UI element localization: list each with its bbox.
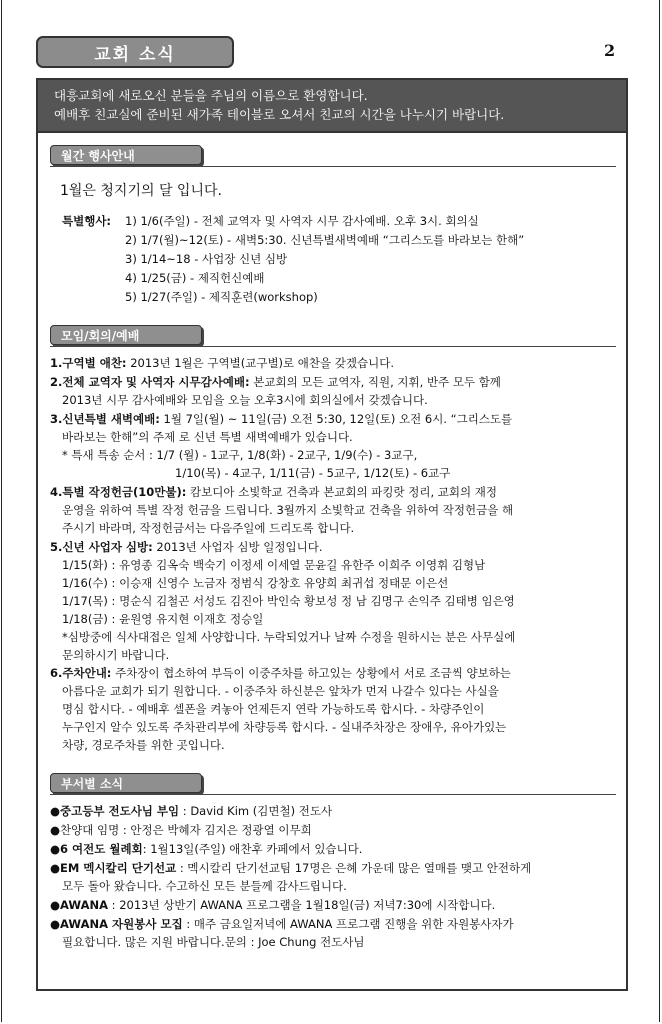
meeting-num: 1. (50, 356, 63, 370)
meeting-text: 2013년 1월은 구역별(교구별)로 애찬을 갖겠습니다. (130, 356, 394, 370)
department-title: ●EM 멕시칼리 단기선교 (50, 861, 177, 875)
meeting-text: 1/15(화) : 유영종 김옥숙 백숙기 이정세 이세열 문윤길 유한주 이희주 이영휘 김형남 (62, 558, 486, 572)
page-number: 2 (604, 41, 616, 60)
department-text: ●찬양대 임명 : 안정은 박혜자 김지은 정광열 이무희 (50, 823, 312, 837)
department-text: : 1월13일(주일) 애찬후 카페에서 있습니다. (142, 842, 363, 856)
department-text: 필요합니다. 많은 지원 바랍니다.문의 : Joe Chung 전도사님 (62, 935, 365, 949)
meeting-num: 6. (50, 666, 63, 680)
meeting-item (50, 373, 501, 391)
meeting-text: 아름다운 교회가 되기 원합니다. - 이중주차 하신분은 앞차가 먼저 나갈수 있다는 사실을 (62, 684, 499, 698)
event-item: 4) 1/25(금) - 제직헌신예배 (125, 271, 265, 285)
events-label: 특별행사: (62, 214, 112, 228)
meeting-title: 특별 작정헌금(10만불): (62, 485, 187, 499)
section-rule (50, 166, 616, 167)
meeting-item (50, 483, 497, 501)
welcome-banner (38, 80, 626, 133)
meeting-num: 2. (50, 375, 63, 389)
meeting-text: 주차장이 협소하여 부득이 이중주차를 하고있는 상황에서 서로 조금씩 양보하는 (115, 666, 511, 680)
department-item (50, 821, 312, 839)
meeting-text: *심방중에 식사대접은 일체 사양합니다. 누락되었거나 날짜 수정을 원하시는 분은 사무실에 (62, 630, 516, 644)
section-heading-monthly: 월간 행사안내 (50, 145, 202, 165)
department-item (50, 802, 332, 820)
meeting-text: 바라보는 한해”의 주제 로 신년 특별 새벽예배가 있습니다. (62, 430, 353, 444)
meeting-item (50, 410, 512, 428)
event-item: 5) 1/27(주일) - 제직훈련(workshop) (125, 290, 318, 304)
meeting-text: 누구인지 알수 있도록 주차관리부에 차량등록 합시다. - 실내주차장은 장애우, 유아가있는 (62, 720, 507, 734)
meeting-text: * 특새 특송 순서 : 1/7 (월) - 1교구, 1/8(화) - 2교구, 1/9(수) - 3교구, (62, 448, 418, 462)
meeting-text: 운영을 위하여 특별 작정 헌금을 드립니다. 3월까지 소빛학교 건축을 위하여 작정헌금을 해 (62, 503, 514, 517)
meeting-text: 2013년 사업자 심방 일정입니다. (156, 540, 323, 554)
department-text: : David Kim (김면철) 전도사 (179, 804, 333, 818)
meeting-title: 전체 교역자 및 사역자 시무감사예배: (62, 375, 250, 389)
meeting-text: 차량, 경로주차를 위한 곳입니다. (62, 738, 225, 752)
section-rule (50, 794, 616, 795)
meeting-num: 5. (50, 540, 63, 554)
meeting-text: 명심 합시다. - 예배후 셀폰을 켜놓아 언제든지 연락 가능하도록 합시다. - 차량주인이 (62, 702, 485, 716)
department-item (50, 840, 362, 858)
department-text: : 멕시칼리 단기선교팀 17명은 은혜 가운데 많은 열매를 맺고 안전하게 (176, 861, 532, 875)
meeting-text: 2013년 시무 감사예배와 모임을 오늘 오후3시에 회의실에서 갖겠습니다. (62, 393, 428, 407)
event-item: 2) 1/7(월)~12(토) - 새벽5:30. 신년특별새벽예배 “그리스도를 바라보는 한해” (125, 233, 525, 247)
meeting-text: 1/17(목) : 명순식 김철곤 서성도 김진아 박인숙 황보성 정 남 김명구 손익주 김태병 임은영 (62, 594, 515, 608)
meeting-text: 1월 7일(월) ~ 11일(금) 오전 5:30, 12일(토) 오전 6시. “그리스도를 (163, 412, 513, 426)
section-heading-meetings: 모임/회의/예배 (50, 325, 202, 345)
page-title: 교회 소식 (36, 36, 234, 68)
department-text: : 2013년 상반기 AWANA 프로그램을 1월18일(금) 저녁7:30에 시작합니다. (108, 898, 496, 912)
meeting-text: 본교회의 모든 교역자, 직원, 지휘, 반주 모두 함께 (253, 375, 501, 389)
meeting-text: 1/16(수) : 이승재 신영수 노금자 정범식 강창호 유양희 최귀섭 정태문 이은선 (62, 576, 449, 590)
meeting-text: 주시기 바라며, 작정헌금서는 다음주일에 드리도록 합니다. (62, 521, 355, 535)
meeting-item (50, 664, 511, 682)
banner-line: 대흥교회에 새로오신 분들을 주님의 이름으로 환영합니다. (54, 88, 368, 103)
meeting-text: 1/18(금) : 윤원영 유지현 이재호 정승일 (62, 612, 264, 626)
department-item (50, 859, 531, 877)
department-title: ●AWANA 자원봉사 모집 (50, 917, 183, 931)
section-rule (50, 346, 616, 347)
meeting-title: 구역별 애찬: (62, 356, 127, 370)
meeting-text: 캄보디아 소빛학교 건축과 본교회의 파킹랏 정리, 교회의 재정 (190, 485, 497, 499)
meeting-title: 신년 사업자 심방: (62, 540, 153, 554)
news-box (36, 78, 628, 991)
meeting-text: 문의하시기 바랍니다. (62, 648, 170, 662)
section-heading-departments: 부서별 소식 (50, 773, 202, 793)
department-text: 모두 돌아 왔습니다. 수고하신 모든 분들께 감사드립니다. (62, 879, 347, 893)
meeting-item (50, 354, 394, 372)
banner-line: 예배후 친교실에 준비된 새가족 테이블로 오셔서 친교의 시간을 나누시기 바랍니다. (54, 107, 505, 122)
department-title: ●AWANA (50, 898, 109, 912)
meeting-title: 주차안내: (62, 666, 112, 680)
event-item: 1) 1/6(주일) - 전체 교역자 및 사역자 시무 감사예배. 오후 3시. 회의실 (125, 214, 479, 228)
monthly-theme: 1월은 청지기의 달 입니다. (60, 183, 222, 199)
department-title: ●6 여전도 월례회 (50, 842, 143, 856)
meeting-num: 3. (50, 412, 63, 426)
department-item (50, 915, 514, 933)
meeting-title: 신년특별 새벽예배: (62, 412, 160, 426)
meeting-item (50, 538, 323, 556)
meeting-num: 4. (50, 485, 63, 499)
department-item (50, 896, 495, 914)
event-item: 3) 1/14~18 - 사업장 신년 심방 (125, 252, 288, 266)
department-title: ●중고등부 전도사님 부임 (50, 804, 180, 818)
meeting-text: 1/10(목) - 4교구, 1/11(금) - 5교구, 1/12(토) - 6교구 (175, 466, 451, 480)
department-text: : 매주 금요일저녁에 AWANA 프로그램 진행을 위한 자원봉사자가 (182, 917, 514, 931)
